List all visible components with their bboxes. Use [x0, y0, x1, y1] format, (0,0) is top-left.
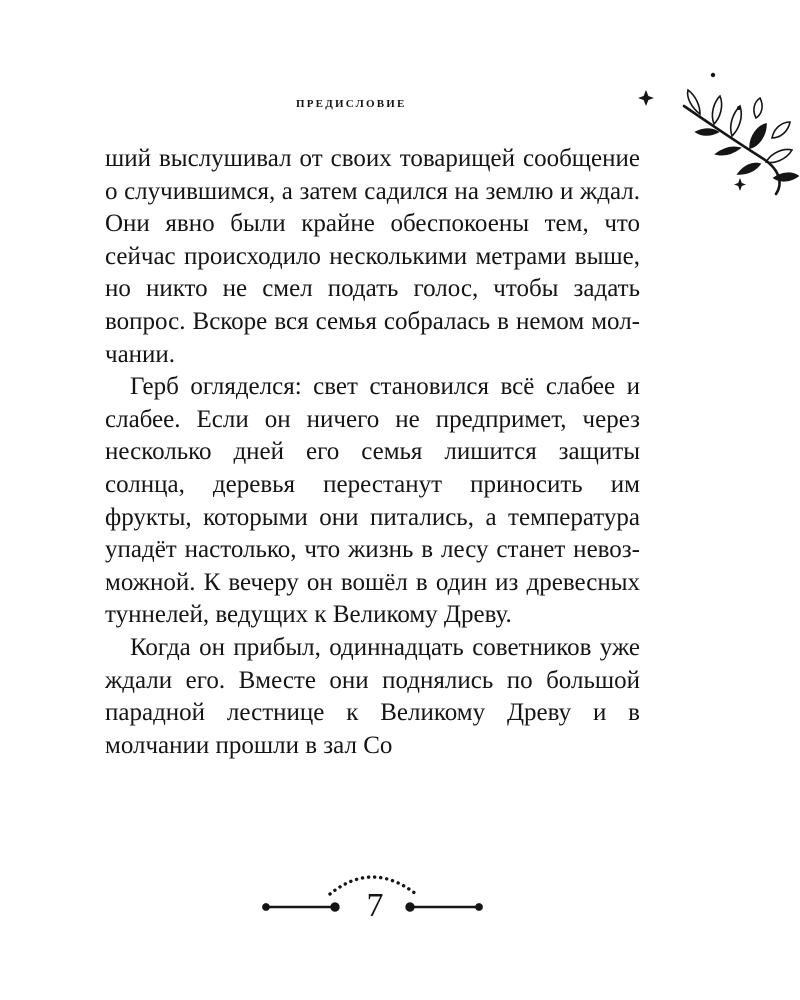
- running-head: предисловие: [296, 95, 407, 111]
- leafy-branch-icon: [628, 66, 800, 198]
- paragraph-2: Герб огляделся: свет становился всё слабее и слабее. Если он ничего не предпримет, через несколько дней его семья лишится защиты солнца, деревья перестанут приносить им фрукты, которыми они питались, а температура упадёт настолько, что жизнь в лесу станет невозможной. К вечеру он вошёл в один из древесных туннелей, ведущих к Великому Древу.: [105, 373, 640, 629]
- page-number: 7: [366, 887, 384, 924]
- body-text: [105, 143, 640, 762]
- page-folio: [260, 866, 490, 926]
- paragraph-1: ший выслушивал от своих товарищей сообщение о случившимся, а затем садился на землю и ждал. Они явно были крайне обеспокоены тем, что сейчас происходило несколькими метрами выше, но никто не смел подать голос, чтобы задать вопрос. Вскоре вся семья собралась в немом молчании.: [105, 145, 640, 368]
- paragraph-3: Когда он прибыл, одиннадцать советников уже ждали его. Вместе они поднялись по большой парадной лестнице к Великому Древу и в молчании прошли в зал Со: [105, 633, 640, 759]
